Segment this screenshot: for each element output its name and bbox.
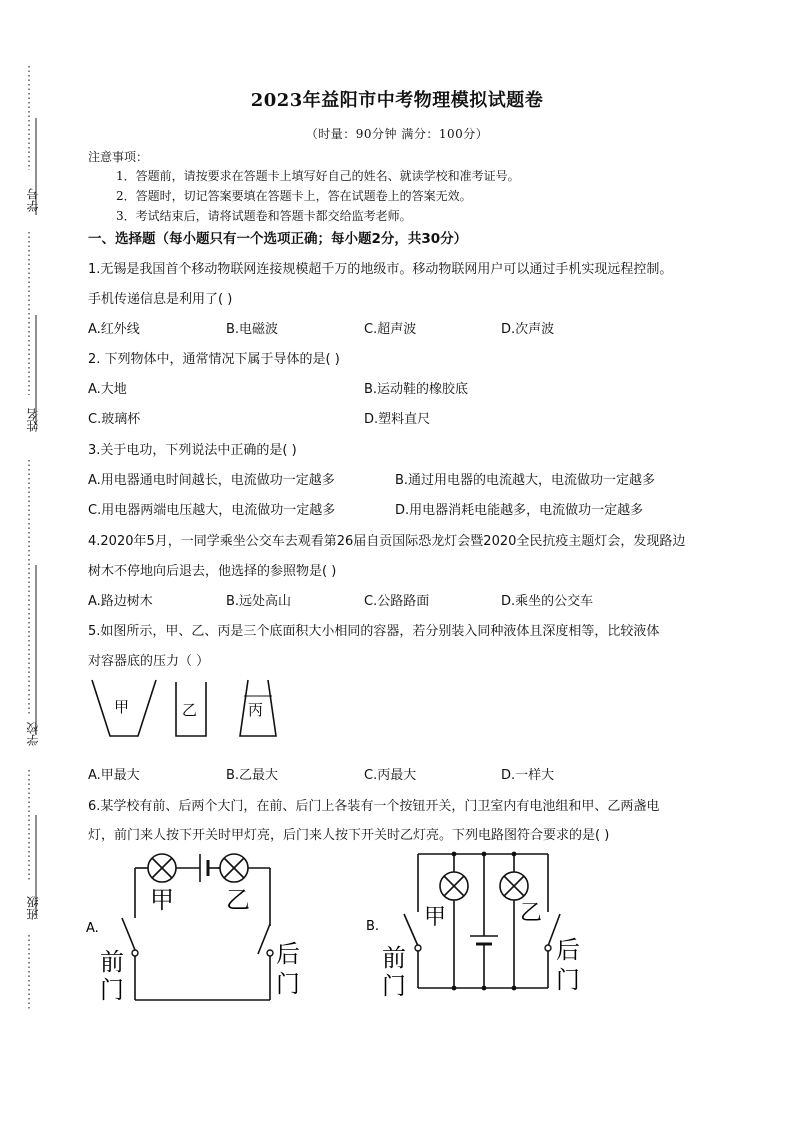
container-label-jia: 甲 <box>114 698 130 716</box>
circuit-diagram-b <box>362 842 602 1010</box>
option-label-b: B. <box>366 919 380 934</box>
back-door-label: 门 <box>556 966 580 994</box>
question-1-stem: 1.无锡是我国首个移动物联网连接规模超千万的地级市。移动物联网用户可以通过手机实现远程控制。 <box>88 262 673 277</box>
question-2-option-b: B.运动鞋的橡胶底 <box>364 382 469 397</box>
binding-margin <box>0 0 70 1123</box>
question-4-option-d: D.乘坐的公交车 <box>501 594 594 609</box>
question-4-stem-cont: 树木不停地向后退去，他选择的参照物是( ) <box>88 564 337 579</box>
question-5-option-c: C.丙最大 <box>364 768 417 783</box>
exam-duration-and-score: （时量：90分钟 满分：100分） <box>305 127 489 141</box>
front-door-label: 前 <box>382 944 406 972</box>
section-heading: 一、选择题（每小题只有一个选项正确；每小题2分，共30分） <box>88 231 468 247</box>
lamp-label-yi: 乙 <box>226 886 250 914</box>
question-2-option-a: A.大地 <box>88 382 127 397</box>
question-1-option-c: C.超声波 <box>364 322 417 337</box>
question-5-option-d: D.一样大 <box>501 768 555 783</box>
question-4-option-b: B.远处高山 <box>226 594 292 609</box>
question-2-option-d: D.塑料直尺 <box>364 412 431 427</box>
margin-label-school: 学校 <box>26 722 40 746</box>
notice-item: 2．答题时，切记答案要填在答题卡上，答在试题卷上的答案无效。 <box>116 189 472 203</box>
front-door-label: 门 <box>100 976 124 1004</box>
question-1-option-a: A.红外线 <box>88 322 140 337</box>
question-3-option-d: D.用电器消耗电能越多，电流做功一定越多 <box>395 503 644 518</box>
question-1-option-b: B.电磁波 <box>226 322 279 337</box>
container-label-bing: 丙 <box>248 701 264 719</box>
notice-item: 1．答题前，请按要求在答题卡上填写好自己的姓名、就读学校和准考证号。 <box>116 169 520 183</box>
front-door-switch-icon <box>122 918 135 950</box>
question-4-option-c: C.公路路面 <box>364 594 430 609</box>
question-6-stem: 6.某学校有前、后两个大门，在前、后门上各装有一个按钮开关，门卫室内有电池组和甲、乙两盏电 <box>88 799 660 814</box>
question-2-option-c: C.玻璃杯 <box>88 412 141 427</box>
front-door-switch-icon <box>404 914 418 946</box>
front-door-label: 前 <box>100 948 124 976</box>
lamp-label-jia: 甲 <box>150 886 174 914</box>
back-door-label: 后 <box>556 936 580 964</box>
question-5-stem: 5.如图所示，甲、乙、丙是三个底面积大小相同的容器，若分别装入同种液体且深度相等，比较液体 <box>88 624 660 639</box>
margin-label-class: 班级 <box>26 896 40 920</box>
front-door-label: 门 <box>382 972 406 1000</box>
container-label-yi: 乙 <box>182 701 198 719</box>
lamp-label-jia: 甲 <box>424 905 447 930</box>
question-4-stem: 4.2020年5月，一同学乘坐公交车去观看第26届自贡国际恐龙灯会暨2020全民抗疫主题灯会，发现路边 <box>88 534 686 549</box>
margin-label-id: 学号 <box>26 188 40 212</box>
page-title: 2023年益阳市中考物理模拟试题卷 <box>250 90 544 111</box>
question-2-stem: 2. 下列物体中，通常情况下属于导体的是( ) <box>88 352 340 367</box>
question-5-option-a: A.甲最大 <box>88 768 140 783</box>
question-1-option-d: D.次声波 <box>501 322 555 337</box>
back-door-label: 后 <box>276 940 300 968</box>
margin-label-name: 姓名 <box>26 408 40 432</box>
question-6-stem-cont: 灯，前门来人按下开关时甲灯亮，后门来人按下开关时乙灯亮。下列电路图符合要求的是( ) <box>88 828 610 843</box>
question-1-stem-cont: 手机传递信息是利用了( ) <box>88 292 233 307</box>
question-3-option-c: C.用电器两端电压越大，电流做功一定越多 <box>88 503 336 518</box>
option-label-a: A. <box>86 921 99 936</box>
lamp-label-yi: 乙 <box>520 901 543 926</box>
question-3-option-a: A.用电器通电时间越长，电流做功一定越多 <box>88 473 335 488</box>
container-diagram <box>88 674 298 744</box>
question-3-stem: 3.关于电功，下列说法中正确的是( ) <box>88 443 297 458</box>
notice-item: 3．考试结束后，请将试题卷和答题卡都交给监考老师。 <box>116 209 412 223</box>
question-3-option-b: B.通过用电器的电流越大，电流做功一定越多 <box>395 473 656 488</box>
back-door-label: 门 <box>276 970 300 998</box>
question-5-option-b: B.乙最大 <box>226 768 279 783</box>
circuit-diagram-a <box>80 842 310 1010</box>
question-5-stem-cont: 对容器底的压力（ ） <box>88 654 210 669</box>
question-4-option-a: A.路边树木 <box>88 594 153 609</box>
notice-heading: 注意事项： <box>88 150 149 164</box>
